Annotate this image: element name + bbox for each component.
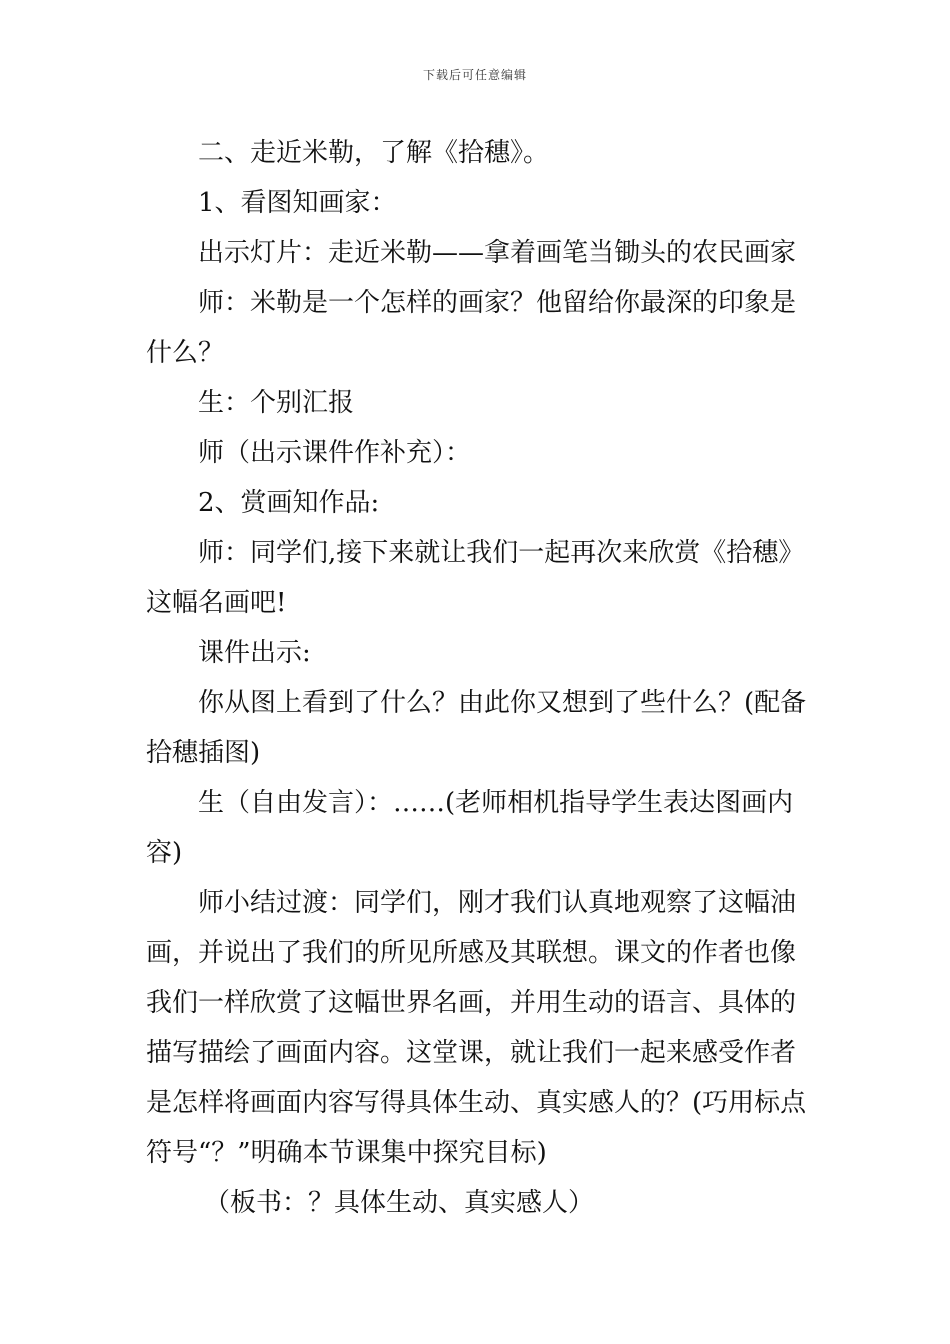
text-line: 我们一样欣赏了这幅世界名画，并用生动的语言、具体的 bbox=[146, 988, 797, 1018]
text-line: 生：个别汇报 bbox=[198, 388, 355, 418]
text-line: 二、走近米勒，了解《拾穗》。 bbox=[198, 138, 550, 168]
text-line: 出示灯片：走近米勒——拿着画笔当锄头的农民画家 bbox=[198, 238, 797, 268]
text-line: 师：同学们,接下来就让我们一起再次来欣赏《拾穗》 bbox=[198, 538, 805, 568]
text-line: 容) bbox=[146, 838, 183, 868]
text-line: 生（自由发言）：……(老师相机指导学生表达图画内 bbox=[198, 788, 794, 818]
text-line: 是怎样将画面内容写得具体生动、真实感人的？(巧用标点 bbox=[146, 1088, 807, 1118]
text-line: 师小结过渡：同学们，刚才我们认真地观察了这幅油 bbox=[198, 888, 797, 918]
text-line: 师：米勒是一个怎样的画家？他留给你最深的印象是 bbox=[198, 288, 797, 318]
text-line: 什么？ bbox=[146, 338, 225, 368]
text-line: 画，并说出了我们的所见所感及其联想。课文的作者也像 bbox=[146, 938, 797, 968]
text-line: 拾穗插图) bbox=[146, 738, 261, 768]
text-line: 课件出示: bbox=[198, 638, 311, 668]
page-header-note: 下载后可任意编辑 bbox=[422, 68, 527, 82]
text-line: 1、看图知画家： bbox=[198, 188, 397, 218]
text-line: 2、赏画知作品: bbox=[198, 488, 380, 518]
text-line: （板书：？具体生动、真实感人） bbox=[204, 1188, 595, 1218]
document-body bbox=[146, 128, 810, 1228]
text-line: 师（出示课件作补充）： bbox=[198, 438, 472, 468]
text-line: 你从图上看到了什么？由此你又想到了些什么？(配备 bbox=[198, 688, 807, 718]
text-line: 这幅名画吧! bbox=[146, 588, 287, 618]
text-line: 描写描绘了画面内容。这堂课，就让我们一起来感受作者 bbox=[146, 1038, 797, 1068]
text-line: 符号“？”明确本节课集中探究目标) bbox=[146, 1138, 547, 1168]
